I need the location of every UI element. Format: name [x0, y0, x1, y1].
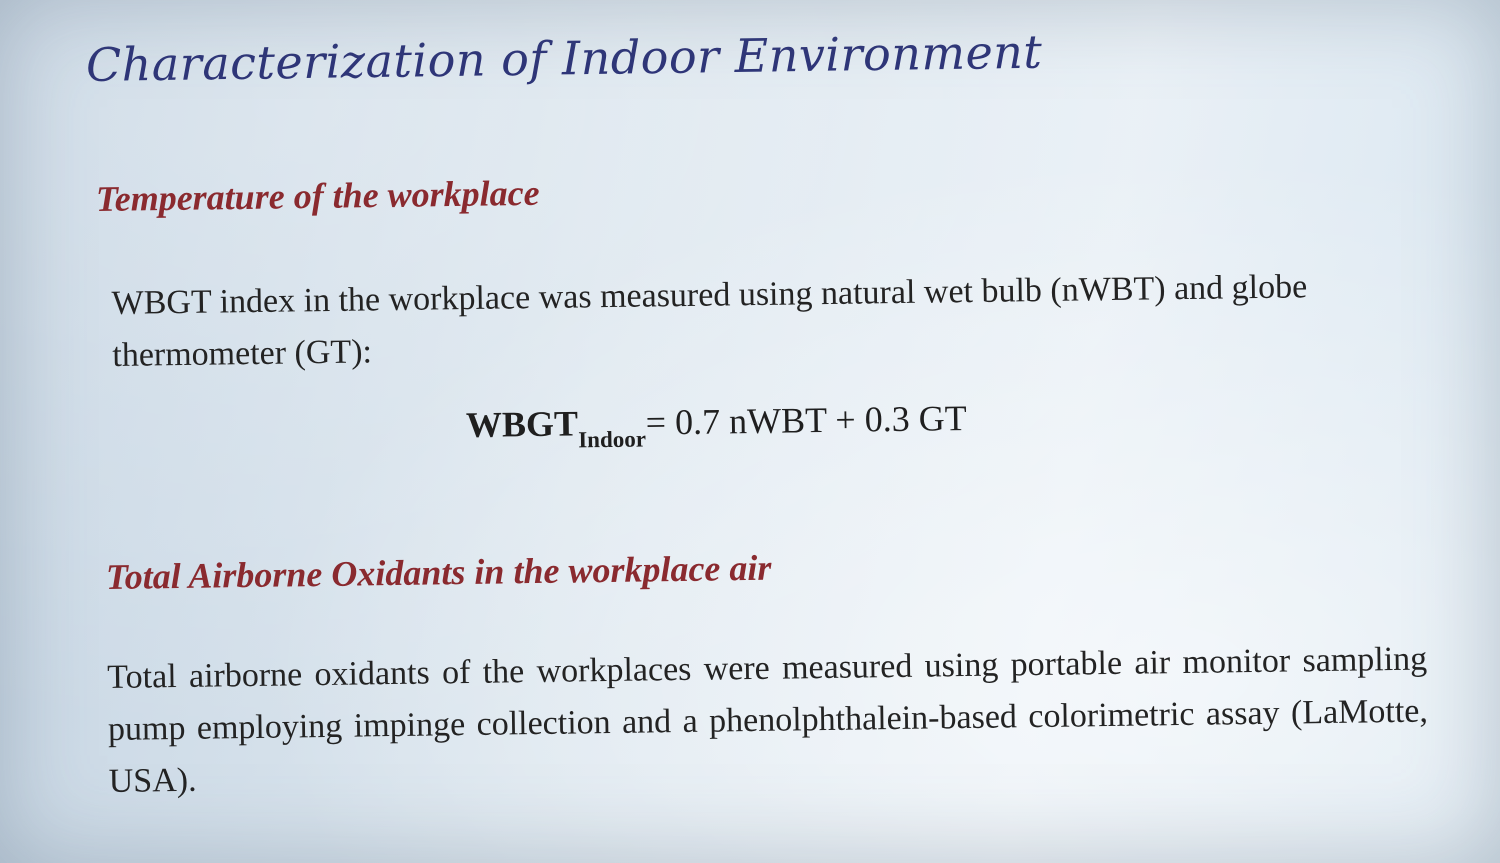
temperature-paragraph: WBGT index in the workplace was measured using natural wet bulb (nWBT) and globe thermometer (GT):: [111, 268, 1308, 374]
wbgt-formula: [465, 397, 967, 453]
section-heading-oxidants: Total Airborne Oxidants in the workplace air: [105, 547, 772, 597]
formula-lhs: WBGT: [465, 403, 579, 445]
oxidants-paragraph: Total airborne oxidants of the workplaces were measured using portable air monitor sampling pump employing impinge collection and a phenolphthalein-based colorimetric assay (LaMotte, USA).: [107, 640, 1429, 800]
slide-title: Characterization of Indoor Environment: [85, 24, 1043, 92]
section-heading-temperature: Temperature of the workplace: [95, 172, 540, 219]
formula-rhs: = 0.7 nWBT + 0.3 GT: [645, 398, 967, 443]
formula-subscript: Indoor: [578, 426, 647, 453]
